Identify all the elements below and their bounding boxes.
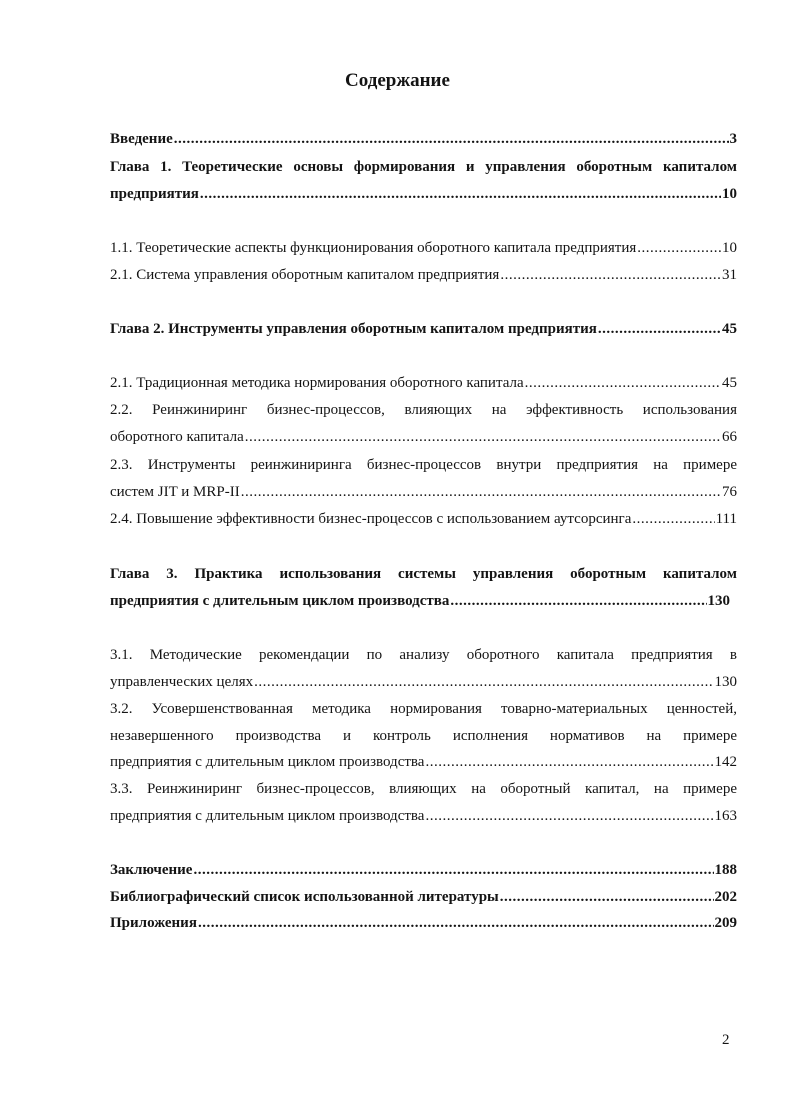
toc-entry-title: систем JIT и MRP-II <box>110 484 240 500</box>
toc-entry-page: 45 <box>722 321 737 337</box>
leader-dots <box>198 913 714 933</box>
toc-chapter-3-title: Глава 3. Практика использования системы управления оборотным капиталом <box>110 566 737 582</box>
leader-dots <box>245 427 721 447</box>
toc-entry-page: 163 <box>714 808 737 824</box>
toc-section-1-1 <box>110 238 737 258</box>
leader-dots <box>500 265 721 285</box>
toc-entry-page: 3 <box>729 131 737 147</box>
leader-dots <box>500 887 714 907</box>
toc-chapter-2 <box>110 319 737 339</box>
toc-entry-title: 2.1. Традиционная методика нормирования оборотного капитала <box>110 375 524 391</box>
toc-entry-title: предприятия <box>110 186 199 202</box>
leader-dots <box>241 482 721 502</box>
toc-entry-page: 10 <box>722 240 737 256</box>
toc-entry-title: предприятия с длительным циклом производства <box>110 754 425 770</box>
toc-entry-page: 66 <box>722 429 737 445</box>
toc-entry-title: 1.1. Теоретические аспекты функционирования оборотного капитала предприятия <box>110 240 637 256</box>
toc-entry-page: 130 <box>714 674 737 690</box>
toc-entry-bibliography <box>110 887 737 907</box>
toc-entry-title: предприятия с длительным циклом производства <box>110 808 425 824</box>
toc-entry-page: 31 <box>722 267 737 283</box>
toc-chapter-1-title: Глава 1. Теоретические основы формирования и управления оборотным капиталом <box>110 159 737 175</box>
toc-entry-page: 130 <box>707 593 730 609</box>
toc-entry-title: Введение <box>110 131 173 147</box>
toc-section-2-2-title: 2.2. Реинжиниринг бизнес-процессов, влияющих на эффективность использования <box>110 402 737 418</box>
leader-dots <box>632 509 714 529</box>
leader-dots <box>425 752 713 772</box>
toc-section-3-1 <box>110 672 737 692</box>
toc-section-2-1 <box>110 373 737 393</box>
toc-section-3-1-title: 3.1. Методические рекомендации по анализу оборотного капитала предприятия в <box>110 647 737 663</box>
toc-entry-title: 2.4. Повышение эффективности бизнес-процессов с использованием аутсорсинга <box>110 511 632 527</box>
leader-dots <box>525 373 721 393</box>
toc-chapter-1 <box>110 184 737 204</box>
toc-entry-page: 202 <box>714 889 737 905</box>
leader-dots <box>637 238 721 258</box>
leader-dots <box>200 184 721 204</box>
toc-entry-title: Глава 2. Инструменты управления оборотным капиталом предприятия <box>110 321 597 337</box>
toc-entry-title: Приложения <box>110 915 197 931</box>
toc-chapter-3 <box>110 591 730 611</box>
toc-entry-page: 45 <box>722 375 737 391</box>
toc-entry-page: 188 <box>714 862 737 878</box>
toc-entry-page: 142 <box>714 754 737 770</box>
leader-dots <box>193 860 713 880</box>
toc-entry-title: управленческих целях <box>110 674 254 690</box>
toc-entry-page: 76 <box>722 484 737 500</box>
toc-section-2-4 <box>110 509 737 529</box>
toc-entry-page: 10 <box>722 186 737 202</box>
toc-section-3-2-title-cont: незавершенного производства и контроль исполнения нормативов на примере <box>110 728 737 744</box>
toc-entry-title: 2.1. Система управления оборотным капиталом предприятия <box>110 267 500 283</box>
leader-dots <box>425 806 713 826</box>
toc-section-3-2 <box>110 752 737 772</box>
leader-dots <box>254 672 713 692</box>
toc-section-2-3 <box>110 482 737 502</box>
toc-entry-title: оборотного капитала <box>110 429 244 445</box>
toc-section-2-2 <box>110 427 737 447</box>
toc-section-2-3-title: 2.3. Инструменты реинжиниринга бизнес-процессов внутри предприятия на примере <box>110 457 737 473</box>
toc-entry-page: 111 <box>715 511 737 527</box>
toc-entry-title: Заключение <box>110 862 193 878</box>
toc-entry-intro <box>110 129 737 149</box>
leader-dots <box>598 319 721 339</box>
leader-dots <box>174 129 729 149</box>
toc-section-3-3 <box>110 806 737 826</box>
toc-section-2-1-system <box>110 265 737 285</box>
page-number: 2 <box>722 1032 730 1048</box>
leader-dots <box>450 591 706 611</box>
toc-entry-conclusion <box>110 860 737 880</box>
toc-section-3-2-title: 3.2. Усовершенствованная методика нормирования товарно-материальных ценностей, <box>110 701 737 717</box>
toc-entry-title: предприятия с длительным циклом производства <box>110 593 450 609</box>
toc-entry-page: 209 <box>714 915 737 931</box>
toc-entry-title: Библиографический список использованной литературы <box>110 889 499 905</box>
toc-entry-appendices <box>110 913 737 933</box>
page-title: Содержание <box>345 70 450 91</box>
toc-section-3-3-title: 3.3. Реинжиниринг бизнес-процессов, влияющих на оборотный капитал, на примере <box>110 781 737 797</box>
